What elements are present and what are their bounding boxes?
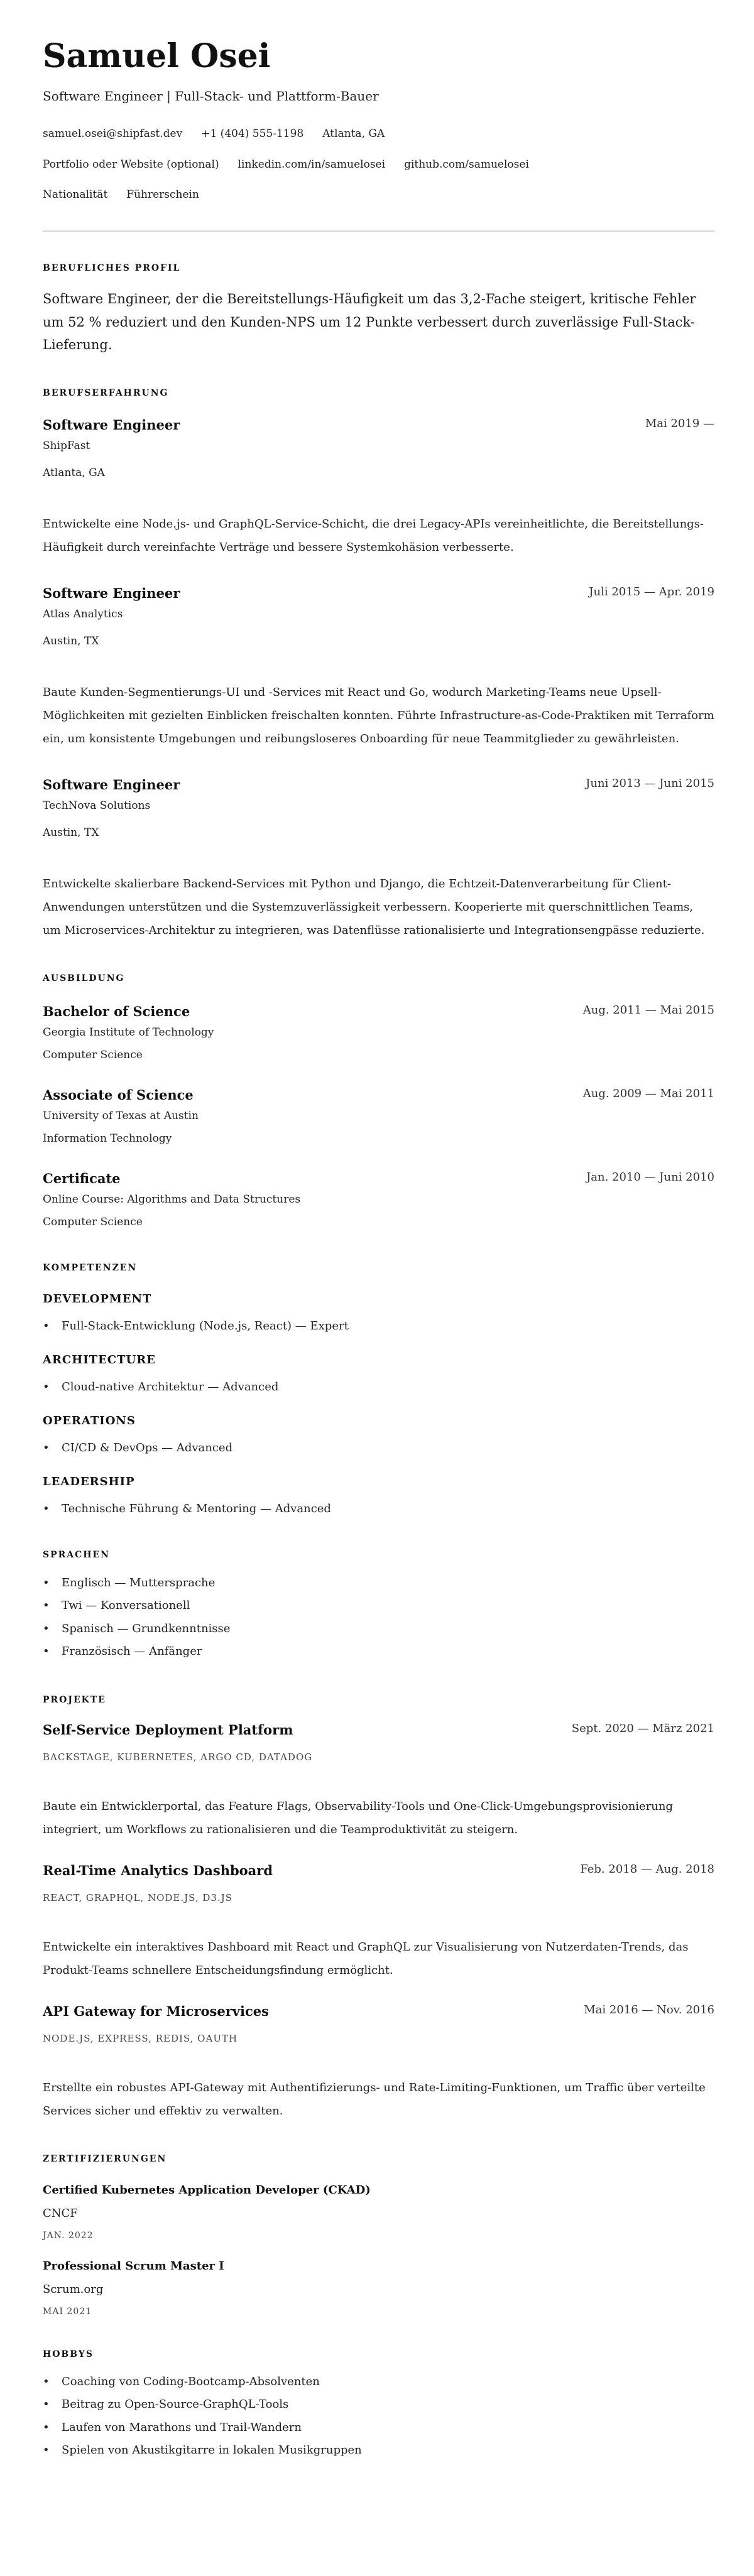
hobbies-section: [43, 2348, 714, 2462]
job-header: [43, 776, 714, 794]
project-dates: Sept. 2020 — März 2021: [571, 1721, 714, 1735]
education-dates: Jan. 2010 — Juni 2010: [586, 1170, 714, 1184]
hobby-item: • Laufen von Marathons und Trail-Wandern: [43, 2416, 714, 2440]
job-description: Entwickelte eine Node.js- und GraphQL-Service-Schicht, die drei Legacy-APIs vereinheitlichte, die Bereitstellungs-Häufigkeit durch vereinfachte Verträge und bessere Systemkohäsion verbesserte.: [43, 517, 704, 554]
skill-category: DEVELOPMENT: [43, 1292, 152, 1306]
school-name: Online Course: Algorithms and Data Structures: [43, 1193, 301, 1206]
linkedin-link[interactable]: linkedin.com/in/samuelosei: [238, 158, 386, 171]
hobby-item: • Spielen von Akustikgitarre in lokalen Musikgruppen: [43, 2439, 714, 2462]
email-link[interactable]: samuel.osei@shipfast.dev: [43, 127, 183, 140]
certification-issuer: Scrum.org: [43, 2282, 104, 2296]
skill-list: [43, 1439, 714, 1458]
hobby-item: • Beitrag zu Open-Source-GraphQL-Tools: [43, 2393, 714, 2416]
certification-title: Professional Scrum Master I: [43, 2259, 224, 2273]
skill-category: ARCHITECTURE: [43, 1353, 156, 1366]
job-location: Austin, TX: [43, 826, 99, 839]
degree: Associate of Science: [43, 1086, 194, 1103]
education-header: [43, 1086, 714, 1105]
projects-section: [43, 1694, 714, 2123]
degree: Certificate: [43, 1170, 121, 1186]
degree: Bachelor of Science: [43, 1003, 190, 1019]
nationality: Nationalität: [43, 188, 108, 201]
education-entry: [43, 1169, 714, 1231]
skill-list: [43, 1317, 714, 1336]
company-name: TechNova Solutions: [43, 799, 151, 812]
project-title: Self-Service Deployment Platform: [43, 1721, 293, 1738]
skill-category: LEADERSHIP: [43, 1475, 135, 1488]
drivers-license: Führerschein: [126, 188, 199, 201]
section-heading: ZERTIFIZIERUNGEN: [43, 2153, 167, 2164]
certification-date: MAI 2021: [43, 2306, 92, 2317]
phone-number[interactable]: +1 (404) 555-1198: [201, 127, 304, 140]
skill-list: [43, 1378, 714, 1397]
resume-header: [43, 38, 714, 232]
certification-entry: [43, 2182, 714, 2242]
job-title: Software Engineer: [43, 585, 180, 601]
school-name: University of Texas at Austin: [43, 1109, 199, 1122]
project-description: Baute ein Entwicklerportal, das Feature Flags, Observability-Tools und One-Click-Umgebungsprovisionierung integriert, um Workflows zu rationalisieren und die Teamproduktivität zu steigern.: [43, 1799, 674, 1836]
hobby-list: [43, 2371, 714, 2462]
header-divider: [43, 230, 714, 232]
project-description: Entwickelte ein interaktives Dashboard mit React und GraphQL zur Visualisierung von Nutzerdaten-Trends, das Produkt-Teams schnellere Entscheidungsfindung ermöglicht.: [43, 1940, 689, 1977]
company-name: Atlas Analytics: [43, 607, 123, 620]
languages-section: [43, 1549, 714, 1664]
section-heading: KOMPETENZEN: [43, 1262, 138, 1273]
education-entry: [43, 1002, 714, 1064]
field-of-study: Computer Science: [43, 1215, 143, 1228]
section-heading: PROJEKTE: [43, 1694, 106, 1705]
skill-category: OPERATIONS: [43, 1414, 136, 1427]
section-heading: SPRACHEN: [43, 1549, 110, 1560]
section-heading: BERUFLICHES PROFIL: [43, 263, 181, 273]
job-location: Austin, TX: [43, 634, 99, 647]
certification-title: Certified Kubernetes Application Developer (CKAD): [43, 2183, 371, 2197]
project-entry: [43, 1721, 714, 1841]
job-dates: Juni 2013 — Juni 2015: [586, 776, 714, 790]
section-heading: AUSBILDUNG: [43, 973, 125, 983]
education-dates: Aug. 2009 — Mai 2011: [582, 1086, 714, 1100]
school-name: Georgia Institute of Technology: [43, 1026, 214, 1039]
education-dates: Aug. 2011 — Mai 2015: [582, 1003, 714, 1017]
language-item: • Spanisch — Grundkenntnisse: [43, 1618, 714, 1641]
project-entry: [43, 1861, 714, 1982]
certification-entry: [43, 2258, 714, 2318]
section-heading: HOBBYS: [43, 2349, 94, 2359]
skill-item: • Cloud-native Architektur — Advanced: [43, 1378, 714, 1397]
project-tech-tags: BACKSTAGE, KUBERNETES, ARGO CD, DATADOG: [43, 1751, 313, 1763]
job-title: Software Engineer: [43, 776, 180, 793]
certification-date: JAN. 2022: [43, 2230, 94, 2241]
skill-item: • Technische Führung & Mentoring — Advanced: [43, 1500, 714, 1518]
skills-section: [43, 1262, 714, 1518]
candidate-name: Samuel Osei: [43, 37, 271, 75]
job-description: Entwickelte skalierbare Backend-Services mit Python und Django, die Echtzeit-Datenverarbeitung für Client-Anwendungen unterstützen und die Systemzuverlässigkeit verbessern. Kooperierte mit querschnittlichen Teams, um Microservices-Architektur zu integrieren, was Datenflüsse rationalisierte und Integrationsengpässe reduzierte.: [43, 877, 705, 937]
project-header: [43, 2002, 714, 2021]
hobby-item: • Coaching von Coding-Bootcamp-Absolventen: [43, 2371, 714, 2394]
skill-item: • Full-Stack-Entwicklung (Node.js, React) — Expert: [43, 1317, 714, 1336]
skill-list: [43, 1500, 714, 1518]
job-entry: [43, 584, 714, 750]
job-dates: Mai 2019 —: [645, 416, 714, 430]
job-location: Atlanta, GA: [43, 466, 105, 479]
skill-item: • CI/CD & DevOps — Advanced: [43, 1439, 714, 1458]
job-description: Baute Kunden-Segmentierungs-UI und -Services mit React und Go, wodurch Marketing-Teams neue Upsell-Möglichkeiten mit gezielten Einblicken freischalten konnten. Führte Infrastructure-as-Code-Praktiken mit Terraform ein, um konsistente Umgebungen und reibungsloseres Onboarding für neue Teammitglieder zu gewährleisten.: [43, 685, 714, 745]
education-header: [43, 1169, 714, 1188]
education-entry: [43, 1086, 714, 1148]
section-heading: BERUFSERFAHRUNG: [43, 387, 169, 398]
certification-issuer: CNCF: [43, 2206, 78, 2220]
field-of-study: Computer Science: [43, 1048, 143, 1061]
personal-info-row: [43, 187, 714, 202]
experience-section: [43, 387, 714, 942]
project-dates: Mai 2016 — Nov. 2016: [584, 2003, 714, 2016]
portfolio-link[interactable]: Portfolio oder Website (optional): [43, 158, 219, 171]
project-entry: [43, 2002, 714, 2123]
project-header: [43, 1721, 714, 1740]
job-title: Software Engineer: [43, 416, 180, 433]
profile-section: [43, 262, 714, 357]
location: Atlanta, GA: [322, 127, 385, 140]
language-item: • Twi — Konversationell: [43, 1594, 714, 1618]
project-title: API Gateway for Microservices: [43, 2003, 269, 2019]
field-of-study: Information Technology: [43, 1132, 172, 1145]
education-header: [43, 1002, 714, 1021]
language-item: • Französisch — Anfänger: [43, 1640, 714, 1664]
headline: Software Engineer | Full-Stack- und Plattform-Bauer: [43, 89, 379, 104]
job-header: [43, 584, 714, 603]
project-title: Real-Time Analytics Dashboard: [43, 1862, 273, 1878]
project-header: [43, 1861, 714, 1880]
education-section: [43, 972, 714, 1231]
company-name: ShipFast: [43, 439, 90, 452]
job-dates: Juli 2015 — Apr. 2019: [589, 585, 714, 598]
job-header: [43, 416, 714, 435]
project-tech-tags: NODE.JS, EXPRESS, REDIS, OAUTH: [43, 2032, 238, 2044]
certifications-section: [43, 2153, 714, 2318]
project-tech-tags: REACT, GRAPHQL, NODE.JS, D3.JS: [43, 1891, 233, 1903]
language-item: • Englisch — Muttersprache: [43, 1572, 714, 1595]
project-dates: Feb. 2018 — Aug. 2018: [580, 1862, 714, 1876]
profile-summary: Software Engineer, der die Bereitstellungs-Häufigkeit um das 3,2-Fache steigert, kritische Fehler um 52 % reduziert und den Kunden-NPS um 12 Punkte verbessert durch zuverlässige Full-Stack-Lieferung.: [43, 291, 696, 352]
links-row: [43, 157, 714, 172]
language-list: [43, 1572, 714, 1664]
project-description: Erstellte ein robustes API-Gateway mit Authentifizierungs- und Rate-Limiting-Funktionen, um Traffic über verteilte Services sicher und effektiv zu verwalten.: [43, 2081, 706, 2118]
github-link[interactable]: github.com/samuelosei: [404, 158, 529, 171]
job-entry: [43, 416, 714, 559]
contact-row: [43, 126, 714, 141]
job-entry: [43, 776, 714, 942]
